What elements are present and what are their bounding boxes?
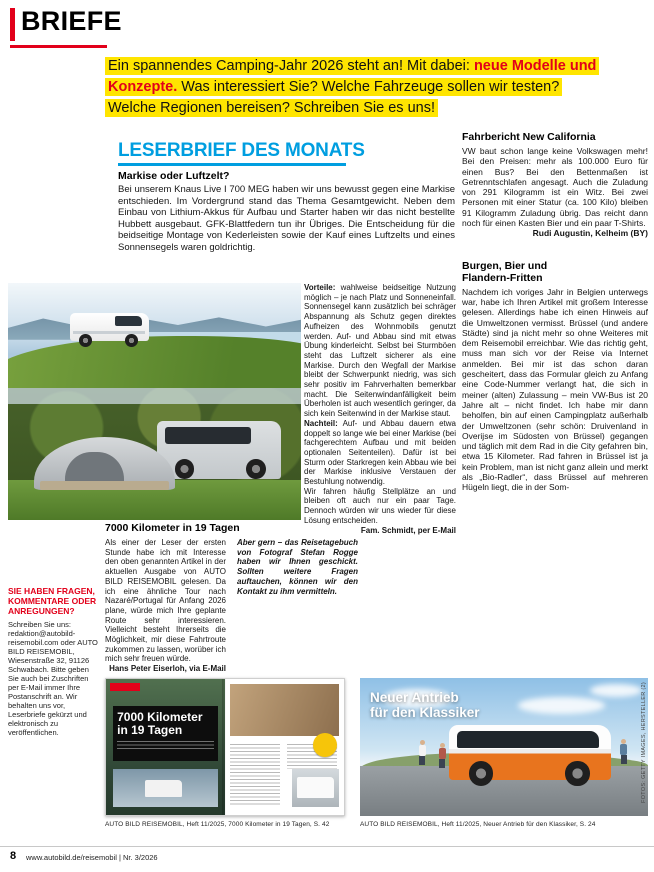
photo-vw-van [449, 725, 610, 786]
cloud [518, 697, 604, 714]
photo-b-van-window [165, 427, 251, 444]
photo-vw-van-window [457, 731, 599, 748]
letter-of-month-signature: Fam. Schmidt, per E-Mail [360, 525, 456, 535]
spread-headline-panel [113, 706, 218, 760]
photo-b-campervan [157, 421, 280, 479]
letter-7000km-editor-reply: Aber gern – das Reisetagebuch von Fotograf Stefan Rogge haben wir Ihnen geschickt. Sollten weitere Fragen auftauchen, können wir den Kontakt zu ihm vermitteln. [237, 538, 358, 596]
photo-vw-wheel-front [469, 761, 493, 785]
photo-vw-headline-line2: für den Klassiker [370, 705, 480, 720]
letter-of-month-continuation [304, 283, 456, 535]
letter-7000km-signature: Hans Peter Eiserloh, via E-Mail [109, 664, 226, 674]
photo-vw-caption: AUTO BILD REISEMOBIL, Heft 11/2025, Neuer Antrieb für den Klassiker, S. 24 [360, 821, 596, 828]
photo-vw-person [438, 743, 447, 768]
photo-a-wheel-rear [125, 334, 138, 347]
letter-of-month-disadvantages [304, 419, 456, 487]
spread-headline-line2: in 19 Tagen [117, 723, 183, 738]
spread-subhead-texture [117, 741, 214, 751]
photo-campervan-airtent [8, 388, 301, 520]
photo-vw-headline [370, 690, 480, 720]
letter-california-title: Fahrbericht New California [462, 131, 596, 143]
intro-emphasis: neue Modelle und Konzepte. [108, 58, 597, 95]
spread-right-page [225, 679, 344, 815]
disadvantages-label: Nachteil: [304, 418, 338, 428]
section-title-rule [10, 45, 107, 48]
letter-7000km-body: Als einer der Leser der ersten Stunde habe ich mit Interesse den oben genannten Artikel in der aktuellen Ausgabe von AUTO BILD REISEMOBIL gelesen. Da ich eine ähnliche Tour nach Nazaré/Portugal für Anfang 2026 plane, würde mich Ihre geplante Route sehr interessieren. Vielleicht besteht Ihrerseits die Möglichkeit, mir diese Fahrtroute zukommen zu lassen, worüber ich mich sehr freuen würde. [105, 538, 226, 664]
letter-of-month-advantages [304, 283, 456, 419]
spread-text-column-1 [230, 744, 280, 807]
spread-top-photo [230, 684, 339, 736]
letter-of-month-kicker: LESERBRIEF DES MONATS [118, 140, 365, 161]
photo-credit: FOTOS: GETTY IMAGES, HERSTELLER (2) [641, 682, 647, 803]
person-torso [419, 745, 426, 756]
section-accent-bar [10, 8, 15, 41]
photo-vw-person [418, 740, 427, 765]
photo-vw-headline-line1: Neuer Antrieb [370, 690, 459, 705]
column-spacer [462, 239, 648, 260]
letter-california-signature: Rudi Augustin, Kelheim (BY) [532, 228, 648, 239]
advantages-label: Vorteile: [304, 283, 336, 292]
photo-a-wheel-front [79, 334, 92, 347]
person-legs [419, 756, 425, 765]
photo-vw-person [619, 739, 628, 764]
spread-van-body [297, 777, 333, 798]
section-title: BRIEFE [21, 6, 122, 36]
intro-text-1: Ein spannendes Camping-Jahr 2026 steht an! Mit dabei: [108, 58, 474, 74]
photo-a-campervan [70, 313, 149, 347]
intro-text-2: Was interessiert Sie? Welche Fahrzeuge sollen wir testen? Welche Regionen bereisen? Schreiben Sie es uns! [108, 79, 560, 116]
spread-headline-line1: 7000 Kilometer [117, 710, 203, 725]
person-legs [439, 759, 445, 768]
spread-left-page [106, 679, 225, 815]
contact-body: Schreiben Sie uns: redaktion@autobild-reisemobil.com oder AUTO BILD REISEMOBIL, Wiesenstraße 32, 91126 Schwabach. Bitte geben Sie auch bei Zuschriften per E-Mail immer Ihre Postanschrift an. Wir behalten uns vor, Leserbriefe gekürzt und elektronisch zu veröffentlichen. [8, 620, 98, 737]
letter-belgium-body: Nachdem ich voriges Jahr in Belgien unterwegs war, habe ich Ihren Artikel mit großem Interesse gelesen. Allerdings habe ich einen Hinweis auf die Umweltzonen vermisst. Brüssel (und andere Städte) sind ja nicht mehr so ohne Weiteres mit dem Reisemobil erreichbar. Wie das richtig geht, muss man sich vor der Reise via Internet anmelden. Bei mir ist das schon daran gescheitert, dass das Formular gleich zu Anfang eine Code-Nummer verlangt hat, die sich in meiner (alten) Zulassung – mein VW-Bus ist 20 Jahre alt – nicht findet. Ich habe mir dann beholfen, bin auf einen Campingplatz außerhalb der Umweltzonen (sehr schön: Druivenland in Overijse im Südosten von Brüssel) gegangen und täglich mit dem Rad in die City gefahren bin, etwa 15 Kilometer. Rad fahren in Brüssel ist ja kein Problem, man ist nicht ganz allein und merkt als „Bio-Radler“, dass Brüssel auf mehreren Hügeln liegt, die in der Som- [462, 286, 648, 493]
letter-of-month-rule [118, 163, 346, 166]
photo-vw-multivan [360, 678, 648, 816]
intro-highlight [105, 57, 599, 117]
person-legs [621, 755, 627, 764]
photo-b-sky [8, 388, 301, 404]
photo-vw-wheel-rear [565, 761, 589, 785]
person-torso [620, 744, 627, 755]
letter-7000km-body-columns [105, 538, 358, 676]
contact-box [8, 586, 100, 737]
person-head [621, 739, 626, 744]
letter-of-month-closing: Wir fahren häufig Stellplätze an und bleiben oft auch nur ein paar Tage. Dennoch würden wir uns wieder für diese Lösung entscheiden. [304, 486, 456, 525]
spread-fold-shadow [222, 679, 228, 815]
magazine-spread-7000km [105, 678, 345, 816]
spread-van-photo [292, 769, 340, 807]
spread-caption: AUTO BILD REISEMOBIL, Heft 11/2025, 7000 Kilometer in 19 Tagen, S. 42 [105, 821, 330, 828]
spread-section-tab [110, 683, 140, 691]
letter-california-body: VW baut schon lange keine Volkswagen mehr! Bei den Preisen: mehr als 100.000 Euro für einen Bus? Bei den Bettenmaßen ist Getrenntschlafen angesagt. Auch die Zuladung von 291 Kilogramm ist ein Witz. Bei zwei Personen mit einer Statur (ca. 100 Kilo) bleiben 91 Kilogramm Zuladung übrig. Das reicht dann noch für einen Kasten Bier und ein paar T-Shirts. [462, 146, 648, 229]
letter-of-month-title: Markise oder Luftzelt? [118, 170, 230, 182]
spread-inset-van [145, 780, 183, 797]
footer-rule [0, 846, 654, 847]
intro-teaser [105, 56, 610, 119]
letter-belgium-title: Burgen, Bier und Flandern-Fritten [462, 259, 548, 284]
photo-campervan-overlook [8, 283, 301, 388]
letter-of-month-paragraph-1: Bei unserem Knaus Live I 700 MEG haben wir uns bewusst gegen eine Markise entschieden. Im Vordergrund stand das Thema Gesamtgewicht. Neben dem Einbau von Lithium-Akkus für Aufbau und Starter haben wir das nicht bestellte Hubbett ausgebaut. GFK-Blattfedern tun ihr Übriges. Die Entscheidung für die beidseitige Montage von Kederleisten sowie der Kauf eines Luftzelts und eines Sonnensegels waren goldrichtig. [118, 184, 455, 253]
contact-heading: SIE HABEN FRAGEN, KOMMENTARE ODER ANREGUNGEN? [8, 586, 97, 616]
footer-text: www.autobild.de/reisemobil | Nr. 3/2026 [26, 853, 158, 862]
photo-a-van-stripe [73, 331, 146, 334]
person-torso [439, 748, 446, 759]
right-column [462, 131, 648, 493]
letter-7000km-title: 7000 Kilometer in 19 Tagen [105, 522, 240, 534]
photo-b-wheel-rear [246, 459, 266, 479]
photo-b-wheel-front [175, 459, 195, 479]
advantages-text: wahlweise beidseitige Nutzung möglich – je nach Platz und Sonneneinfall. Sonnensegel kann zusätzlich bei schräger Abspannung als Schutz gegen direktes Aufheizen des Wohnmobils genutzt werden. Auf- und Abbau sind mit etwas Übung kinderleicht. Selbst bei Sturmböen steht das Luftzelt sicherer als eine Markise. Durch den Wegfall der Markise bleibt der Schwerpunkt niedrig, was sich sehr positiv im Fahrverhalten bemerkbar macht. Die Seitenwindanfälligkeit beim Überholen ist auch wesentlich geringer, da sich kein Seitenwind in der Markise staut. [304, 283, 456, 419]
photo-b-tent-skirt [40, 481, 169, 489]
spread-inset-photo [113, 769, 218, 807]
disadvantages-text: Auf- und Abbau dauern etwa doppelt so lange wie bei einer Markise (bei fachgerechtem Aufbau und mit beiden optionalen Seitenteilen). Dafür ist bei Sturm oder Starkregen kein Abbau wie bei der Markise inklusive Verstauen der Bestuhlung notwendig. [304, 418, 456, 487]
footer-page-number: 8 [10, 850, 17, 862]
photo-a-van-window [115, 316, 142, 326]
